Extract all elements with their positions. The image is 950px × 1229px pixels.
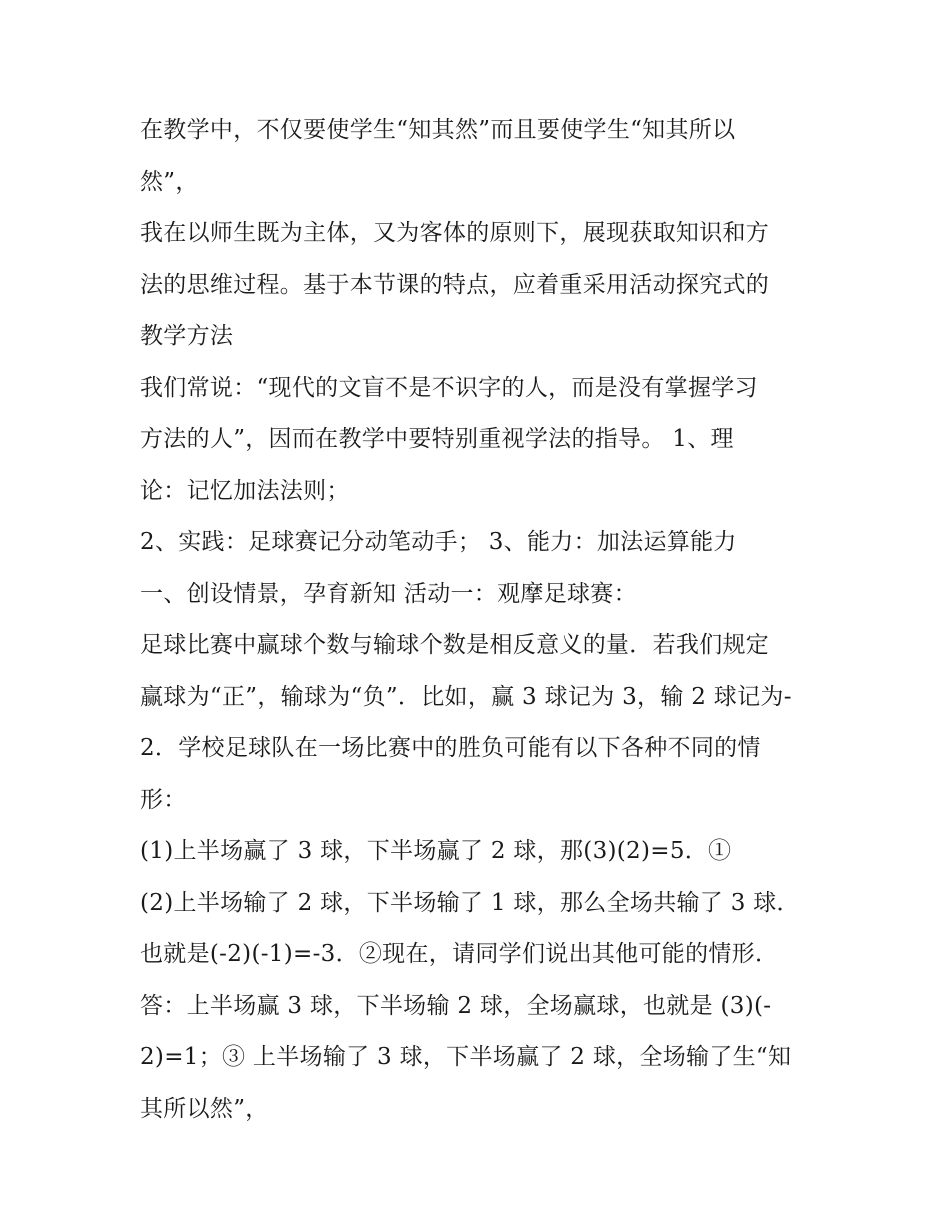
text-line: 我在以师生既为主体，又为客体的原则下，展现获取知识和方 [140, 220, 770, 246]
text-line: 一、创设情景，孕育新知 活动一：观摩足球赛： [140, 580, 637, 607]
text-line: 我们常说：“现代的文盲不是不识字的人，而是没有掌握学习 [140, 374, 758, 401]
text-line: 足球比赛中赢球个数与输球个数是相反意义的量．若我们规定 [140, 632, 770, 658]
text-line: 然”， [140, 168, 199, 195]
text-line: 2)=1；③ 上半场输了 3 球，下半场赢了 2 球，全场输了生“知 [140, 1044, 792, 1070]
text-line: 也就是(-2)(-1)=-3．②现在，请同学们说出其他可能的情形． [140, 941, 779, 967]
text-line: 在教学中，不仅要使学生“知其然”而且要使学生“知其所以 [140, 117, 736, 143]
text-line: 法的思维过程。基于本节课的特点，应着重采用活动探究式的 [140, 271, 770, 298]
text-line: 论：记忆加法法则； [140, 477, 350, 504]
text-line: 答：上半场赢 3 球，下半场输 2 球，全场赢球，也就是 (3)(- [140, 992, 772, 1019]
text-line: (2)上半场输了 2 球，下半场输了 1 球，那么全场共输了 3 球． [140, 889, 800, 916]
text-line: 赢球为“正”，输球为“负”．比如，赢 3 球记为 3，输 2 球记为- [140, 683, 792, 710]
text-line: 方法的人”，因而在教学中要特别重视学法的指导。 1、理 [140, 426, 734, 452]
body-text [140, 110, 830, 1140]
text-line: 其所以然”， [140, 1095, 269, 1122]
text-line: (1)上半场赢了 3 球，下半场赢了 2 球，那(3)(2)=5．① [140, 838, 732, 864]
text-line: 2．学校足球队在一场比赛中的胜负可能有以下各种不同的情 [140, 735, 761, 761]
text-line: 2、实践：足球赛记分动笔动手； 3、能力：加法运算能力 [140, 529, 737, 555]
text-line: 教学方法 [140, 323, 234, 349]
text-line: 形： [140, 786, 187, 813]
